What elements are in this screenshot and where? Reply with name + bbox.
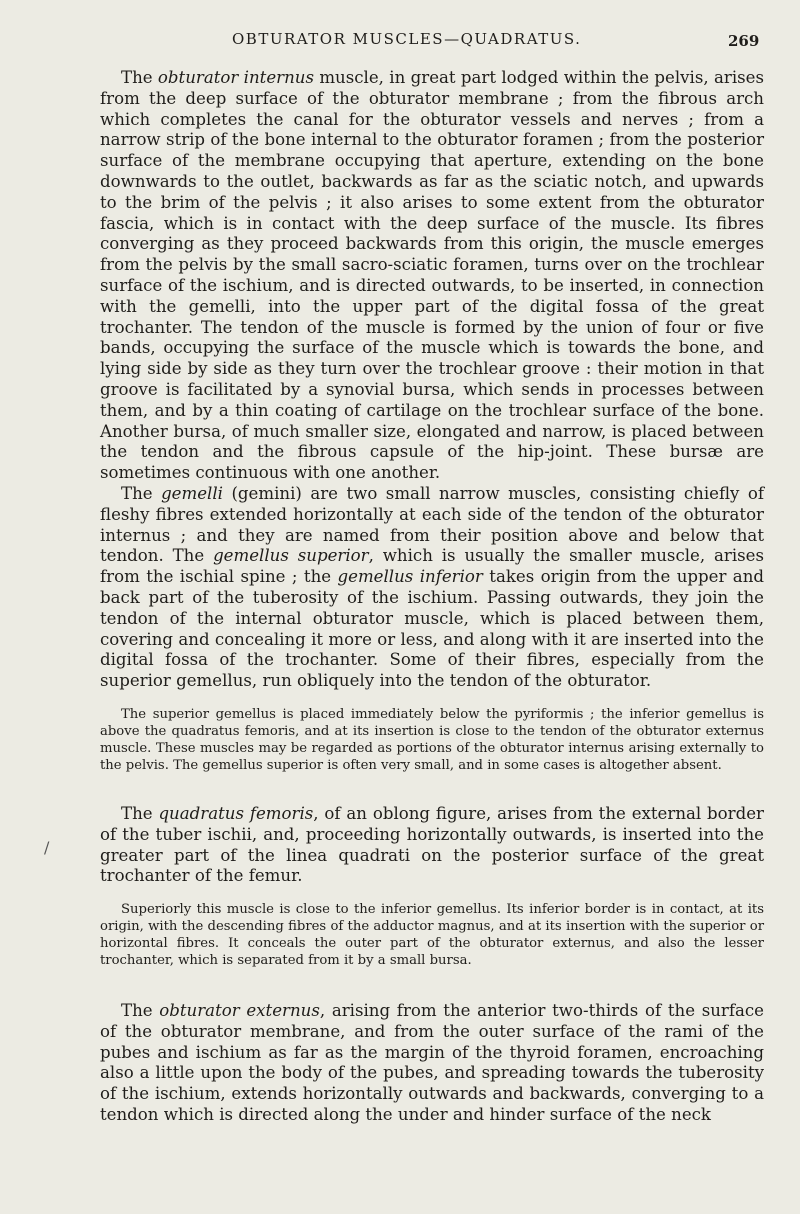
text-run: The — [121, 483, 162, 503]
text-run: (gemini) are two small narrow muscles, consisting chiefly of fleshy fibres extended horizontally at each side of the tendon of the obturator internus ; and they are named from their position above and below that tendon. The — [100, 483, 764, 566]
italic-term: obturator externus — [159, 1001, 320, 1021]
text-run: The — [121, 1001, 160, 1021]
running-title: OBTURATOR MUSCLES—QUADRATUS. — [232, 30, 582, 48]
text-run: , which is usually the smaller muscle, arises from the ischial spine ; the — [100, 546, 764, 587]
italic-term: gemellus inferior — [337, 567, 483, 587]
text-run: The — [121, 803, 159, 823]
page-body — [100, 68, 764, 1126]
text-run: The — [121, 68, 158, 87]
text-run: muscle, in great part lodged within the pelvis, arises from the deep surface of the obturator membrane ; from the fibrous arch which completes the canal for the obturator vessels and nerves ; from a narrow strip of the bone internal to the obturator foramen ; from the posterior surface of the membrane occupying that aperture, extending on the bone downwards to the outlet, backwards as far as the sciatic notch, and upwards to the brim of the pelvis ; it also arises to some extent from the obturator fascia, which is in contact with the deep surface of the muscle. Its fibres converging as they proceed backwards from this origin, the muscle emerges from the pelvis by the small sacro-sciatic foramen, turns over on the trochlear surface of the ischium, and is directed outwards, to be inserted, in connection with the gemelli, into the upper part of the digital fossa of the great trochanter. The tendon of the muscle is formed by the union of four or five bands, occupying the surface of the muscle which is towards the bone, and lying side by side as they turn over the trochlear groove : their motion in that groove is facilitated by a synovial bursa, which sends in processes between them, and by a thin coating of cartilage on the trochlear surface of the bone. Another bursa, of much smaller size, elongated and narrow, is placed between the tendon and the fibrous capsule of the hip-joint. These bursæ are sometimes continuous with one another. — [100, 68, 764, 483]
body-paragraph — [100, 1001, 764, 1126]
text-run: takes origin from the upper and back part of the tuberosity of the ischium. Passing outwards, they join the tendon of the internal obturator muscle, which is placed between them, covering and concealing it more or less, and along with it are inserted into the digital fossa of the trochanter. Some of their fibres, especially from the superior gemellus, run obliquely into the tendon of the obturator. — [100, 567, 765, 691]
italic-term: gemelli — [161, 483, 223, 503]
page-header — [0, 30, 800, 54]
note-paragraph — [100, 706, 764, 774]
margin-mark: / — [44, 838, 50, 857]
body-paragraph — [100, 68, 764, 484]
text-run: The superior gemellus is placed immediately below the pyriformis ; the inferior gemellus is above the quadratus femoris, and at its insertion is close to the tendon of the obturator externus muscle. These muscles may be regarded as portions of the obturator internus arising externally to the pelvis. The gemellus superior is often very small, and in some cases is altogether absent. — [100, 706, 764, 773]
body-paragraph — [100, 484, 764, 692]
text-run: , arising from the anterior two-thirds of the surface of the obturator membrane, and from the outer surface of the rami of the pubes and ischium as far as the margin of the thyroid foramen, encroaching also a little upon the body of the pubes, and spreading towards the tuberosity of the ischium, extends horizontally outwards and backwards, converging to a tendon which is directed along the under and hinder surface of the neck — [100, 1001, 764, 1125]
note-paragraph — [100, 901, 764, 969]
page-number: 269 — [728, 32, 760, 50]
italic-term: quadratus femoris — [158, 803, 314, 823]
italic-term: gemellus superior — [213, 546, 369, 566]
body-paragraph — [100, 804, 764, 887]
text-run: , of an oblong figure, arises from the external border of the tuber ischii, and, proceeding horizontally outwards, is inserted into the greater part of the linea quadrati on the posterior surface of the great trochanter of the femur. — [100, 803, 764, 886]
italic-term: obturator internus — [157, 68, 314, 87]
text-run: Superiorly this muscle is close to the inferior gemellus. Its inferior border is in contact, at its origin, with the descending fibres of the adductor magnus, and at its insertion with the superior or horizontal fibres. It conceals the outer part of the obturator externus, and also the lesser trochanter, which is separated from it by a small bursa. — [100, 902, 764, 969]
